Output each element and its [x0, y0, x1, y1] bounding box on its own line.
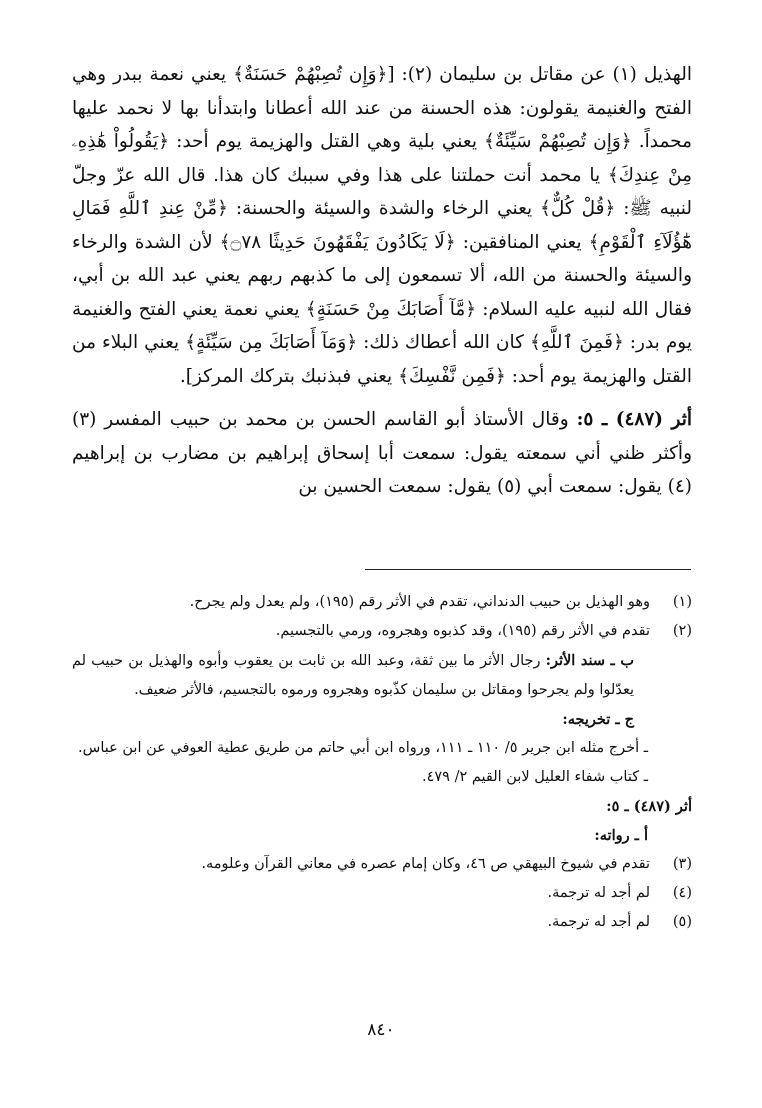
footnote-number: (٣) [672, 856, 692, 872]
footnote-text: لم أجد له ترجمة. [547, 885, 650, 901]
footnote-text: تقدم في الأثر رقم (١٩٥)، وقد كذبوه وهجروه، ورمي بالتجسيم. [275, 623, 650, 639]
ruwatuh-heading: أ ـ رواته: [594, 827, 648, 844]
tafsir-paragraph: الهذيل (١) عن مقاتل بن سليمان (٢): [﴿وَإِن تُصِبْهُمْ حَسَنَةٌ﴾ يعني نعمة ببدر وهي الفتح والغنيمة يقولون: هذه الحسنة من عند الله أعطانا وابتدأنا بها لا نحمد عليها محمداً. ﴿وَإِن تُصِبْهُمْ سَيِّئَةٌ﴾ يعني بلية وهي القتل والهزيمة يوم أحد: ﴿يَقُولُواْ هَٰذِهِۦ مِنْ عِندِكَ﴾ يا محمد أنت حملتنا على هذا وفي سببك كان هذا. قال الله عزّ وجلّ لنبيه ﷺ: ﴿قُلْ كُلٌّ﴾ يعني الرخاء والشدة والسيئة والحسنة: ﴿مِّنْ عِندِ ٱللَّهِ فَمَالِ هَٰٓؤُلَآءِ ٱلْقَوْمِ﴾ يعني المنافقين: ﴿لَا يَكَادُونَ يَفْقَهُونَ حَدِيثًا ۝٧٨﴾ لأن الشدة والرخاء والسيئة والحسنة من الله، ألا تسمعون إلى ما كذبهم ربهم يعني عبد الله بن أبي، فقال الله لنبيه عليه السلام: ﴿مَّآ أَصَابَكَ مِنْ حَسَنَةٍ﴾ يعني نعمة يعني الفتح والغنيمة يوم بدر: ﴿فَمِنَ ٱللَّهِ﴾ كان الله أعطاك ذلك: ﴿وَمَآ أَصَابَكَ مِن سَيِّئَةٍ﴾ يعني البلاء من القتل والهزيمة يوم أحد: ﴿فَمِن نَّفْسِكَ﴾ يعني فبذنبك بتركك المركز]. [72, 64, 692, 387]
takhrij-heading: ج ـ تخريجه: [562, 711, 634, 728]
sanad-text: رجال الأثر ما بين ثقة، وعبد الله بن ثابت بن يعقوب وأبوه والهذيل بن حبيب لم يعدّلوا ولم يجرحوا ومقاتل بن سليمان كذّبوه وهجروه ورموه بالتجسيم، فالأثر ضعيف. [72, 653, 634, 698]
footnote-number: (٥) [672, 914, 692, 930]
footnote-text: لم أجد له ترجمة. [547, 914, 650, 930]
footnote-number: (١) [672, 594, 692, 610]
takhrij-item-2: ـ كتاب شفاء العليل لابن القيم ٢/ ٤٧٩. [421, 769, 648, 785]
footnote-number: (٢) [672, 623, 692, 639]
sanad-heading: ب ـ سند الأثر: [545, 652, 634, 669]
athar-reference: أثر (٤٨٧) ـ ٥: [606, 798, 692, 815]
footnote-3 [72, 850, 692, 879]
main-text [72, 58, 692, 504]
page-number: ٨٤٠ [367, 1020, 395, 1040]
sanad-section [72, 646, 692, 705]
footnote-text: وهو الهذيل بن حبيب الدنداني، تقدم في الأثر رقم (١٩٥)، ولم يعدل ولم يجرح. [189, 594, 650, 610]
footnote-number: (٤) [672, 885, 692, 901]
athar-paragraph [72, 403, 692, 504]
athar-text: وقال الأستاذ أبو القاسم الحسن بن محمد بن حبيب المفسر (٣) وأكثر ظني أني سمعته يقول: سمعت أبا إسحاق إبراهيم بن مضارب بن إبراهيم (٤) يقول: سمعت أبي (٥) يقول: سمعت الحسين بن [72, 409, 692, 497]
footnote-text: تقدم في شيوخ البيهقي ص ٤٦، وكان إمام عصره في معاني القرآن وعلومه. [201, 856, 650, 872]
footnote-separator [365, 569, 691, 570]
footnote-1 [72, 588, 692, 617]
footnotes [72, 588, 692, 937]
takhrij-item-1: ـ أخرج مثله ابن جرير ٥/ ١١٠ ـ ١١١، ورواه ابن أبي حاتم من طريق عطية العوفي عن ابن عباس. [78, 740, 648, 756]
athar-label: أثر (٤٨٧) ـ ٥: [576, 409, 692, 430]
footnote-5 [72, 908, 692, 937]
footnote-2 [72, 617, 692, 646]
footnote-4 [72, 879, 692, 908]
